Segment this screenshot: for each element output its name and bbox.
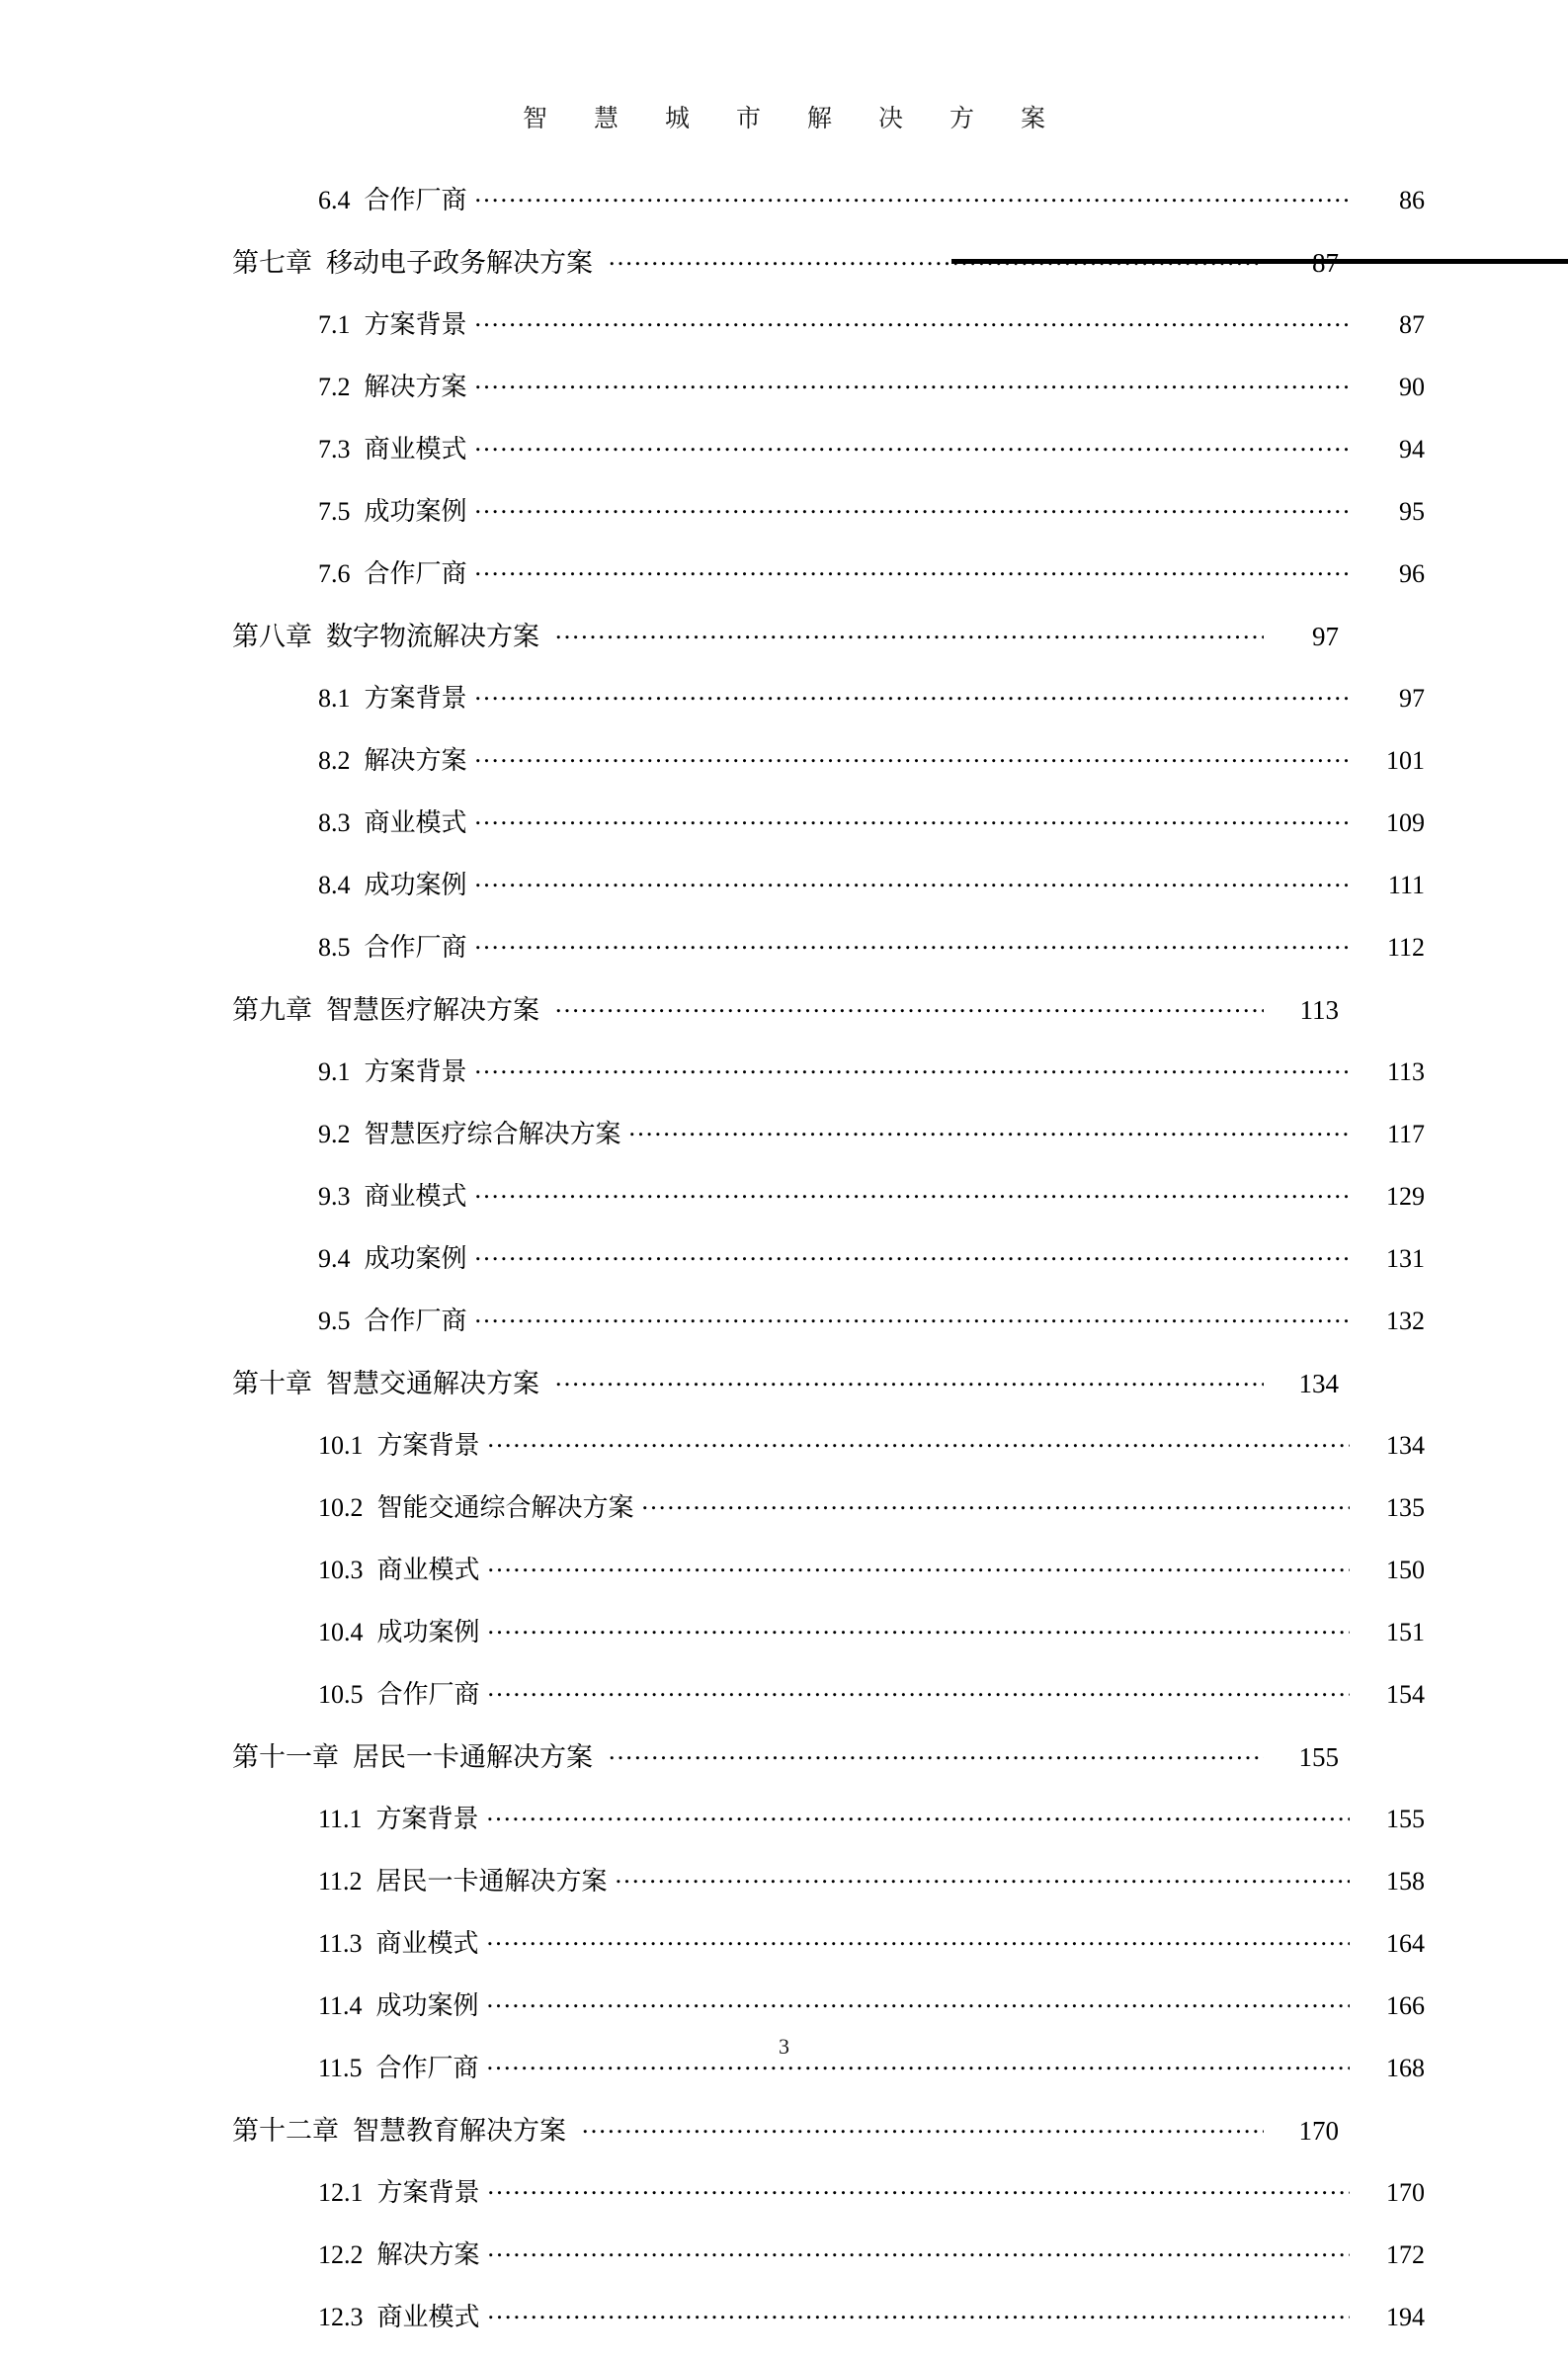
toc-entry-title: 合作厂商: [376, 1680, 480, 1709]
toc-dot-leader: [488, 2300, 1350, 2325]
toc-dot-leader: [475, 432, 1350, 458]
toc-section-row[interactable]: [232, 1117, 1425, 1179]
toc-chapter-row[interactable]: [232, 619, 1339, 681]
toc-section-row[interactable]: [232, 868, 1425, 930]
toc-dot-leader: [488, 1677, 1350, 1703]
toc-dot-leader: [487, 1802, 1350, 1827]
toc-section-row[interactable]: [232, 1677, 1425, 1739]
toc-entry-number: 11.4: [318, 1991, 363, 2020]
toc-entry-page-number: 134: [1386, 1431, 1425, 1460]
toc-entry-page-number: 113: [1299, 995, 1339, 1025]
toc-section-row[interactable]: [232, 1802, 1425, 1864]
toc-entry-number: 9.4: [318, 1244, 351, 1273]
toc-entry-number: 9.3: [318, 1182, 351, 1211]
toc-dot-leader: [488, 1553, 1350, 1578]
toc-dot-leader: [582, 2113, 1264, 2140]
toc-entry-title: 解决方案: [364, 746, 467, 775]
toc-dot-leader: [616, 1864, 1350, 1890]
toc-entry-page-number: 111: [1387, 871, 1425, 899]
toc-section-row[interactable]: [232, 432, 1425, 494]
toc-entry-number: 10.3: [318, 1556, 364, 1584]
toc-entry-page-number: 135: [1386, 1493, 1425, 1522]
toc-entry-page-number: 90: [1399, 373, 1425, 401]
toc-entry-page-number: 155: [1386, 1805, 1425, 1833]
toc-section-row[interactable]: [232, 1179, 1425, 1241]
toc-entry-title: 方案背景: [375, 1805, 479, 1833]
toc-entry-title: 商业模式: [376, 1556, 480, 1584]
toc-section-row[interactable]: [232, 2175, 1425, 2237]
toc-dot-leader: [642, 1490, 1350, 1516]
toc-entry-number: 9.5: [318, 1307, 351, 1335]
toc-dot-leader: [555, 619, 1264, 645]
toc-entry-page-number: 101: [1386, 746, 1425, 775]
toc-dot-leader: [629, 1117, 1350, 1142]
toc-entry-title: 商业模式: [364, 808, 467, 837]
toc-dot-leader: [475, 743, 1350, 769]
toc-entry-number: 第十章: [232, 1369, 312, 1398]
toc-entry-title: 合作厂商: [364, 559, 467, 588]
toc-entry-number: 8.1: [318, 684, 351, 713]
toc-entry-page-number: 113: [1386, 1057, 1425, 1086]
toc-entry-page-number: 154: [1386, 1680, 1425, 1709]
toc-chapter-row[interactable]: [232, 245, 1339, 307]
toc-entry-page-number: 194: [1386, 2303, 1425, 2331]
toc-chapter-row[interactable]: [232, 1739, 1339, 1802]
toc-entry-number: 第八章: [232, 622, 312, 651]
toc-entry-title: 成功案例: [364, 497, 467, 526]
toc-section-row[interactable]: [232, 1054, 1425, 1117]
toc-entry-title: 智慧交通解决方案: [326, 1369, 539, 1398]
toc-entry-number: 11.1: [318, 1805, 363, 1833]
toc-dot-leader: [475, 183, 1350, 209]
toc-dot-leader: [555, 1366, 1264, 1392]
toc-dot-leader: [609, 1739, 1264, 1766]
toc-chapter-row[interactable]: [232, 992, 1339, 1054]
toc-entry-number: 12.3: [318, 2303, 364, 2331]
toc-entry-title: 方案背景: [364, 684, 467, 713]
toc-dot-leader: [475, 930, 1350, 956]
toc-dot-leader: [475, 1179, 1350, 1205]
toc-entry-number: 10.1: [318, 1431, 364, 1460]
toc-section-row[interactable]: [232, 1304, 1425, 1366]
toc-section-row[interactable]: [232, 1615, 1425, 1677]
toc-entry-number: 9.2: [318, 1120, 351, 1148]
footer-page-number: 3: [779, 2034, 789, 2059]
toc-entry-number: 9.1: [318, 1057, 351, 1086]
toc-entry-title: 成功案例: [364, 871, 467, 899]
toc-entry-number: 10.5: [318, 1680, 364, 1709]
toc-entry-page-number: 95: [1399, 497, 1425, 526]
toc-entry-title: 居民一卡通解决方案: [375, 1867, 608, 1896]
toc-entry-title: 解决方案: [364, 373, 467, 401]
toc-entry-title: 合作厂商: [364, 1307, 467, 1335]
toc-entry-page-number: 151: [1386, 1618, 1425, 1646]
toc-section-row[interactable]: [232, 930, 1425, 992]
toc-entry-page-number: 155: [1298, 1742, 1339, 1772]
toc-section-row[interactable]: [232, 1241, 1425, 1304]
toc-entry-number: 6.4: [318, 186, 351, 214]
toc-entry-number: 10.2: [318, 1493, 364, 1522]
toc-entry-number: 7.1: [318, 310, 351, 339]
toc-dot-leader: [475, 681, 1350, 707]
toc-section-row[interactable]: [232, 370, 1425, 432]
toc-entry-page-number: 158: [1386, 1867, 1425, 1896]
toc-entry-number: 11.2: [318, 1867, 363, 1896]
toc-entry-title: 商业模式: [375, 1929, 479, 1958]
toc-entry-title: 合作厂商: [364, 186, 467, 214]
toc-entry-number: 12.2: [318, 2240, 364, 2269]
toc-dot-leader: [475, 1054, 1350, 1080]
toc-dot-leader: [475, 1241, 1350, 1267]
toc-section-row[interactable]: [232, 494, 1425, 556]
toc-entry-title: 方案背景: [376, 1431, 480, 1460]
toc-entry-page-number: 132: [1386, 1307, 1425, 1335]
toc-dot-leader: [487, 1926, 1350, 1952]
toc-entry-page-number: 164: [1386, 1929, 1425, 1958]
toc-entry-title: 方案背景: [364, 310, 467, 339]
toc-section-row[interactable]: [232, 681, 1425, 743]
toc-entry-title: 方案背景: [364, 1057, 467, 1086]
toc-dot-leader: [487, 1988, 1350, 2014]
toc-section-row[interactable]: [232, 1428, 1425, 1490]
toc-entry-page-number: 170: [1386, 2178, 1425, 2207]
toc-entry-page-number: 131: [1386, 1244, 1425, 1273]
toc-entry-title: 合作厂商: [364, 933, 467, 962]
toc-chapter-row[interactable]: [232, 1366, 1339, 1428]
toc-entry-page-number: 87: [1399, 310, 1425, 339]
toc-entry-title: 数字物流解决方案: [326, 622, 539, 651]
toc-entry-title: 智慧教育解决方案: [353, 2116, 566, 2146]
toc-entry-number: 8.3: [318, 808, 351, 837]
toc-dot-leader: [475, 805, 1350, 831]
toc-entry-page-number: 172: [1386, 2240, 1425, 2269]
toc-entry-number: 8.2: [318, 746, 351, 775]
toc-section-row[interactable]: [232, 2051, 1425, 2113]
toc-entry-number: 10.4: [318, 1618, 364, 1646]
toc-dot-leader: [475, 307, 1350, 333]
toc-entry-title: 移动电子政务解决方案: [326, 248, 593, 278]
toc-dot-leader: [475, 868, 1350, 893]
toc-section-row[interactable]: [232, 1864, 1425, 1926]
toc-entry-title: 智慧医疗综合解决方案: [364, 1120, 621, 1148]
toc-entry-page-number: 86: [1399, 186, 1425, 214]
toc-entry-page-number: 117: [1386, 1120, 1425, 1148]
toc-entry-page-number: 97: [1312, 622, 1339, 651]
toc-entry-title: 解决方案: [376, 2240, 480, 2269]
toc-entry-number: 8.4: [318, 871, 351, 899]
toc-entry-number: 11.3: [318, 1929, 363, 1958]
toc-entry-page-number: 134: [1298, 1369, 1339, 1398]
toc-dot-leader: [488, 2175, 1350, 2201]
toc-dot-leader: [488, 2237, 1350, 2263]
toc-entry-number: 7.2: [318, 373, 351, 401]
toc-entry-number: 第十一章: [232, 1742, 339, 1772]
toc-dot-leader: [475, 370, 1350, 395]
toc-entry-page-number: 150: [1386, 1556, 1425, 1584]
toc-entry-number: 7.3: [318, 435, 351, 464]
toc-entry-number: 第九章: [232, 995, 312, 1025]
toc-entry-page-number: 166: [1386, 1991, 1425, 2020]
toc-dot-leader: [555, 992, 1264, 1019]
toc-entry-page-number: 96: [1399, 559, 1425, 588]
toc-entry-number: 第七章: [232, 248, 312, 278]
toc-entry-title: 商业模式: [364, 435, 467, 464]
toc-entry-title: 合作厂商: [375, 2054, 479, 2082]
toc-section-row[interactable]: [232, 1490, 1425, 1553]
toc-dot-leader: [488, 1428, 1350, 1454]
toc-section-row[interactable]: [232, 1553, 1425, 1615]
toc-entry-title: 居民一卡通解决方案: [353, 1742, 593, 1772]
toc-entry-page-number: 170: [1298, 2116, 1339, 2146]
toc-entry-title: 商业模式: [364, 1182, 467, 1211]
toc-entry-number: 11.5: [318, 2054, 363, 2082]
toc-entry-page-number: 168: [1386, 2054, 1425, 2082]
toc-entry-title: 智能交通综合解决方案: [376, 1493, 634, 1522]
toc-section-row[interactable]: [232, 2237, 1425, 2300]
toc-entry-number: 12.1: [318, 2178, 364, 2207]
toc-entry-page-number: 109: [1386, 808, 1425, 837]
toc-entry-page-number: 97: [1399, 684, 1425, 713]
toc-section-row[interactable]: [232, 307, 1425, 370]
toc-dot-leader: [475, 1304, 1350, 1329]
toc-section-row[interactable]: [232, 805, 1425, 868]
toc-section-row[interactable]: [232, 2300, 1425, 2362]
toc-section-row[interactable]: [232, 743, 1425, 805]
toc-chapter-row[interactable]: [232, 2113, 1339, 2175]
toc-entry-page-number: 94: [1399, 435, 1425, 464]
toc-entry-title: 成功案例: [376, 1618, 480, 1646]
toc-section-row[interactable]: [232, 183, 1425, 245]
toc-entry-title: 成功案例: [364, 1244, 467, 1273]
toc-entry-title: 方案背景: [376, 2178, 480, 2207]
toc-entry-number: 7.6: [318, 559, 351, 588]
toc-entry-title: 智慧医疗解决方案: [326, 995, 539, 1025]
toc-section-row[interactable]: [232, 556, 1425, 619]
toc-dot-leader: [488, 1615, 1350, 1641]
toc-section-row[interactable]: [232, 1926, 1425, 1988]
toc-entry-title: 商业模式: [376, 2303, 480, 2331]
toc-entry-page-number: 112: [1386, 933, 1425, 962]
toc-dot-leader: [475, 556, 1350, 582]
toc-entry-page-number: 129: [1386, 1182, 1425, 1211]
toc-dot-leader: [475, 494, 1350, 520]
toc-entry-number: 7.5: [318, 497, 351, 526]
horizontal-rule-artifact: [951, 259, 1568, 264]
running-header-title: 智慧城市解决方案: [522, 106, 1092, 132]
toc-entry-number: 8.5: [318, 933, 351, 962]
toc-entry-number: 第十二章: [232, 2116, 339, 2146]
toc-entry-title: 成功案例: [375, 1991, 479, 2020]
